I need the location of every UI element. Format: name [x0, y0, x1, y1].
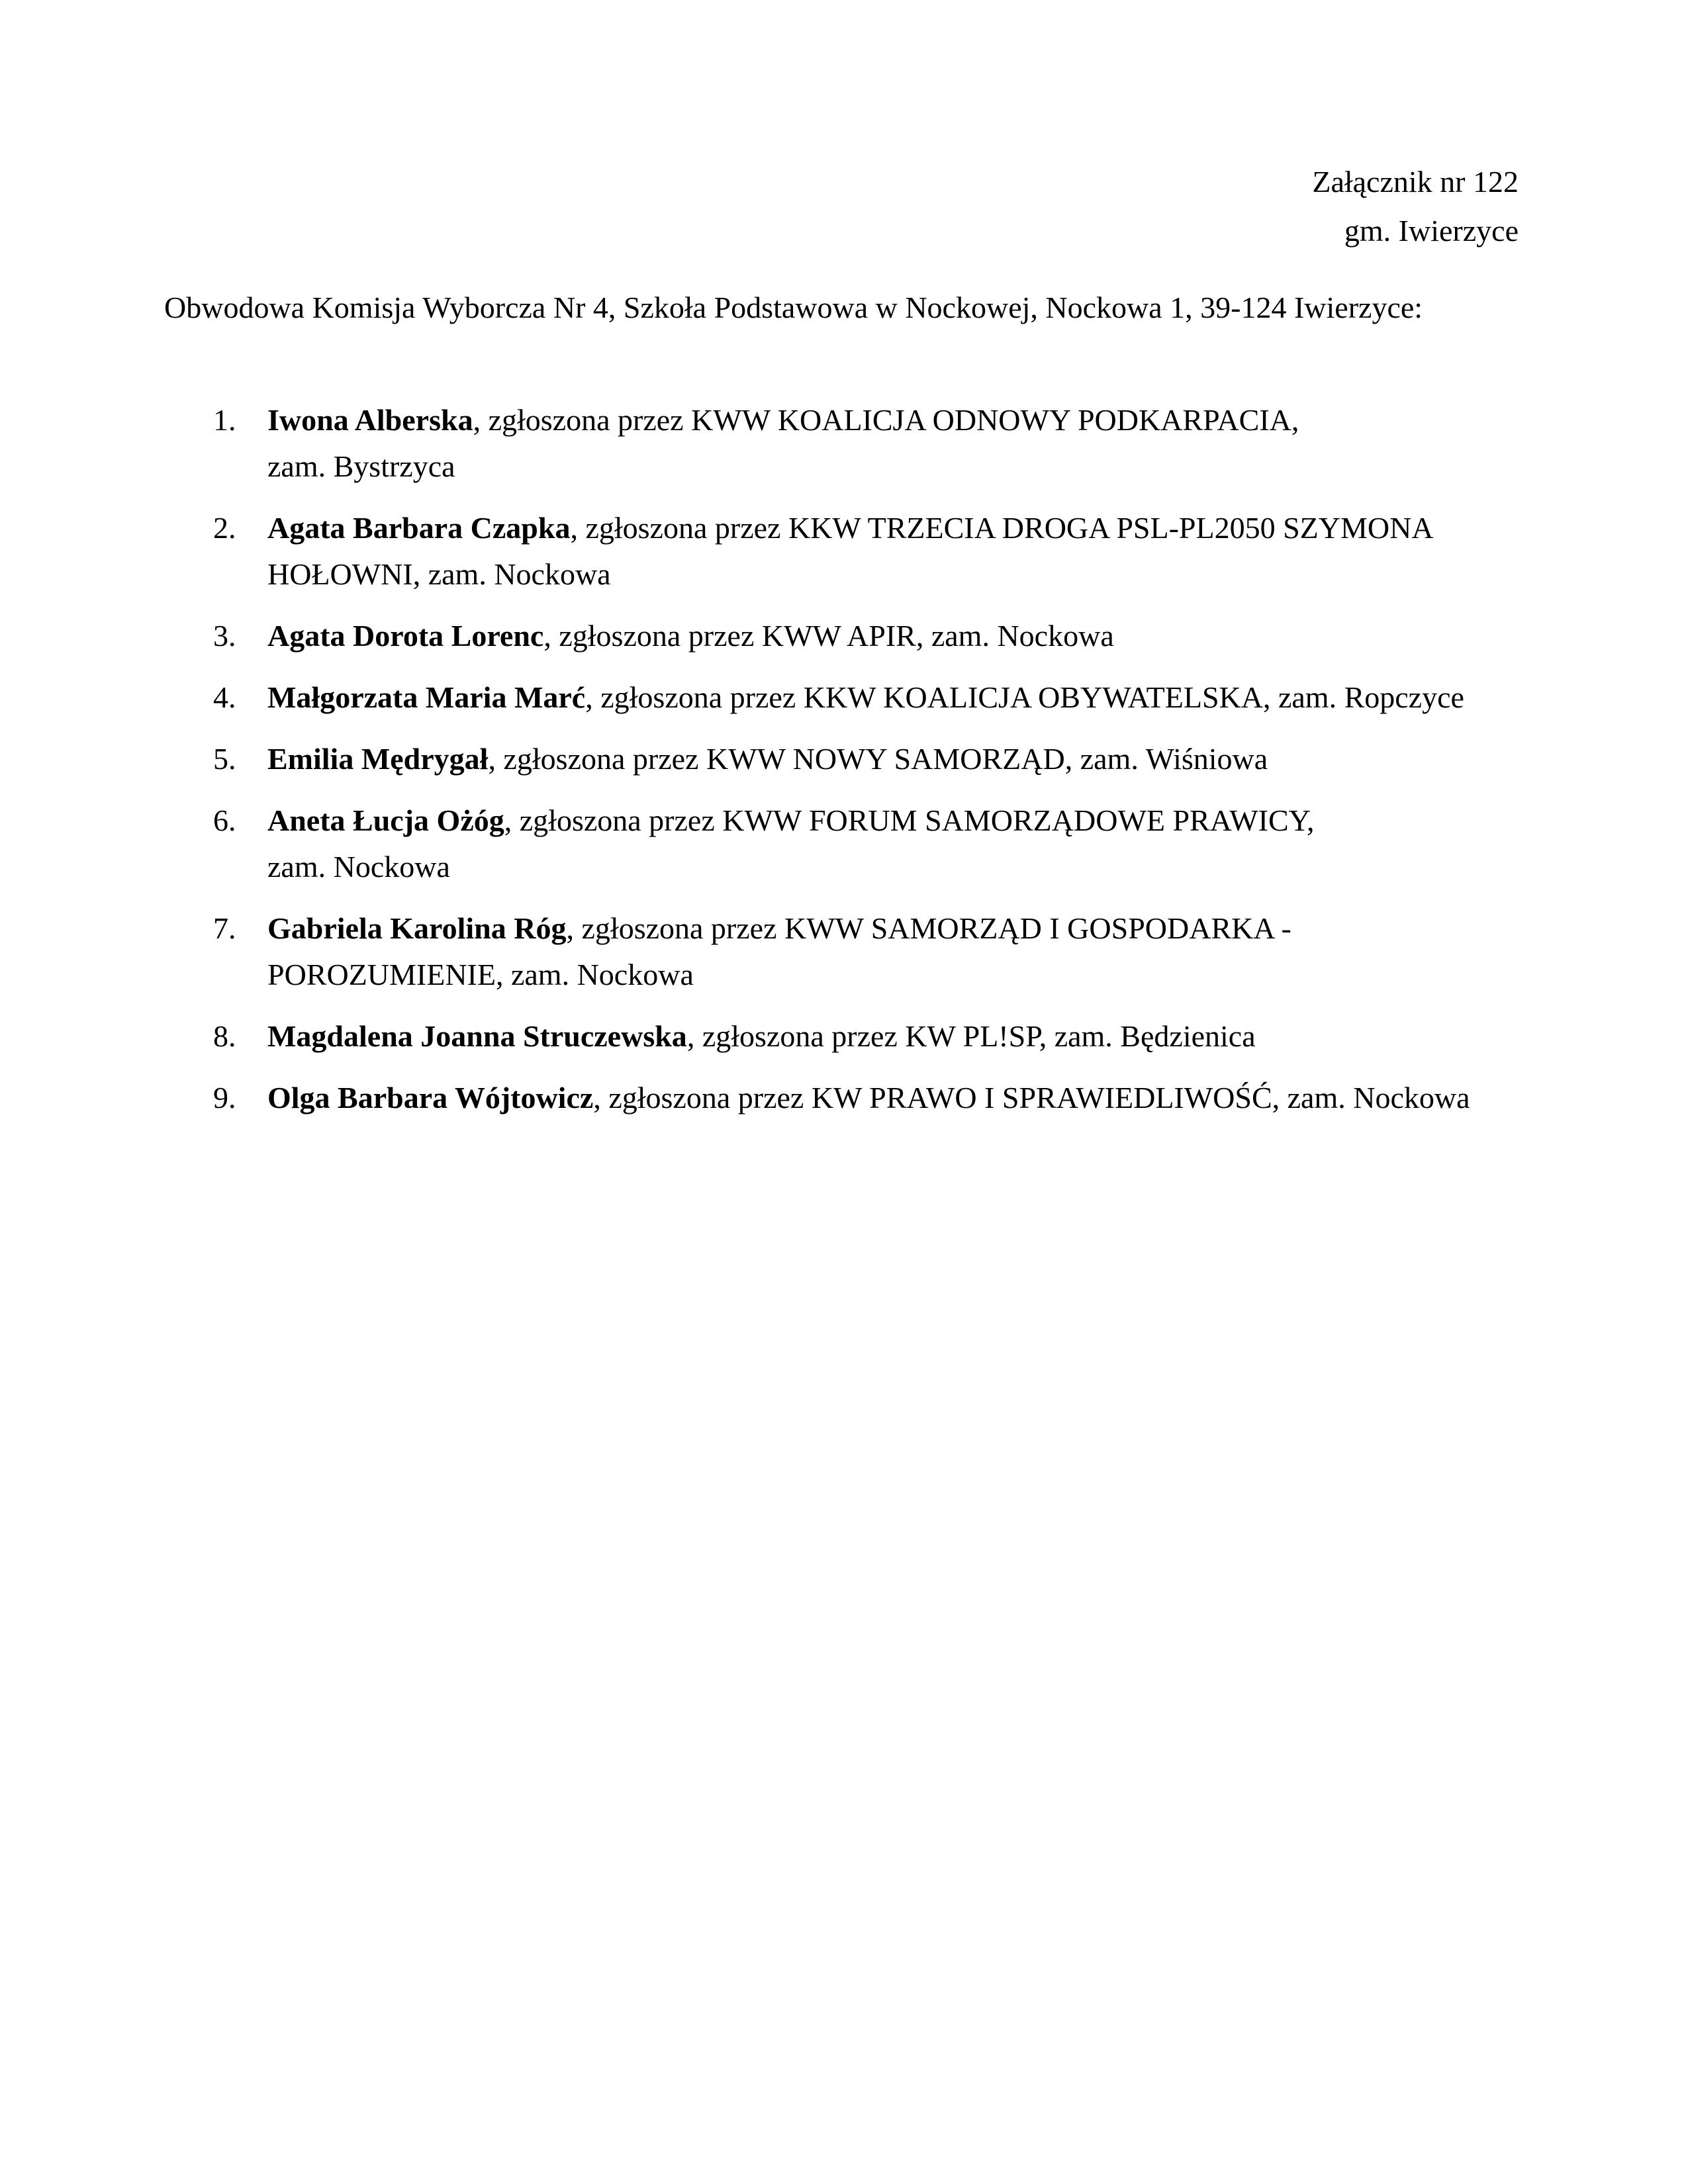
members-list [0, 397, 1688, 1136]
item-number: 7. [213, 911, 236, 945]
item-number: 2. [213, 511, 236, 545]
item-text [267, 505, 1512, 598]
member-name: Gabriela Karolina Róg [267, 911, 567, 945]
item-text [267, 397, 1512, 490]
member-name: Agata Barbara Czapka [267, 511, 571, 545]
member-name: Agata Dorota Lorenc [267, 619, 544, 653]
attachment-header [724, 158, 1519, 255]
member-details: , zgłoszona przez KW PRAWO I SPRAWIEDLIWOŚĆ, zam. Nockowa [593, 1081, 1470, 1115]
item-number: 1. [213, 403, 236, 437]
member-details: , zgłoszona przez KWW NOWY SAMORZĄD, zam. Wiśniowa [488, 742, 1268, 776]
member-name: Małgorzata Maria Marć [267, 680, 586, 714]
list-item [0, 397, 1688, 490]
attachment-number: Załącznik nr 122 [1312, 165, 1519, 199]
list-item [0, 1013, 1688, 1060]
member-name: Aneta Łucja Ożóg [267, 803, 504, 837]
item-text [267, 1013, 1512, 1060]
item-number: 8. [213, 1019, 236, 1053]
item-number: 9. [213, 1081, 236, 1115]
item-text [267, 736, 1512, 782]
item-text [267, 674, 1512, 721]
list-item [0, 736, 1688, 782]
item-text [267, 1075, 1512, 1121]
member-details: , zgłoszona przez KKW KOALICJA OBYWATELSKA, zam. Ropczyce [585, 680, 1464, 714]
member-name: Olga Barbara Wójtowicz [267, 1081, 594, 1115]
member-details: , zgłoszona przez KW PL!SP, zam. Będzienica [686, 1019, 1256, 1053]
commission-title: Obwodowa Komisja Wyborcza Nr 4, Szkoła Podstawowa w Nockowej, Nockowa 1, 39-124 Iwierzyce: [164, 291, 1423, 324]
item-text [267, 613, 1512, 659]
member-details-continued: POROZUMIENIE, zam. Nockowa [267, 958, 694, 991]
list-item [0, 1075, 1688, 1121]
member-details: , zgłoszona przez KWW SAMORZĄD I GOSPODARKA - [566, 911, 1291, 945]
member-details: , zgłoszona przez KKW TRZECIA DROGA PSL-PL2050 SZYMONA [570, 511, 1434, 545]
item-number: 3. [213, 619, 236, 653]
item-number: 4. [213, 680, 236, 714]
item-text [267, 797, 1512, 890]
member-details-continued: HOŁOWNI, zam. Nockowa [267, 557, 611, 591]
member-details: , zgłoszona przez KWW APIR, zam. Nockowa [543, 619, 1114, 653]
member-name: Iwona Alberska [267, 403, 473, 437]
member-name: Emilia Mędrygał [267, 742, 489, 776]
list-item [0, 797, 1688, 890]
list-item [0, 674, 1688, 721]
member-name: Magdalena Joanna Struczewska [267, 1019, 687, 1053]
member-details-continued: zam. Nockowa [267, 850, 450, 884]
member-details: , zgłoszona przez KWW KOALICJA ODNOWY PODKARPACIA, [473, 403, 1299, 437]
item-text [267, 905, 1512, 998]
municipality-name: gm. Iwierzyce [1344, 214, 1519, 248]
item-number: 6. [213, 803, 236, 837]
list-item [0, 613, 1688, 659]
member-details: , zgłoszona przez KWW FORUM SAMORZĄDOWE PRAWICY, [504, 803, 1315, 837]
list-item [0, 505, 1688, 598]
item-number: 5. [213, 742, 236, 776]
list-item [0, 905, 1688, 998]
member-details-continued: zam. Bystrzyca [267, 449, 455, 483]
